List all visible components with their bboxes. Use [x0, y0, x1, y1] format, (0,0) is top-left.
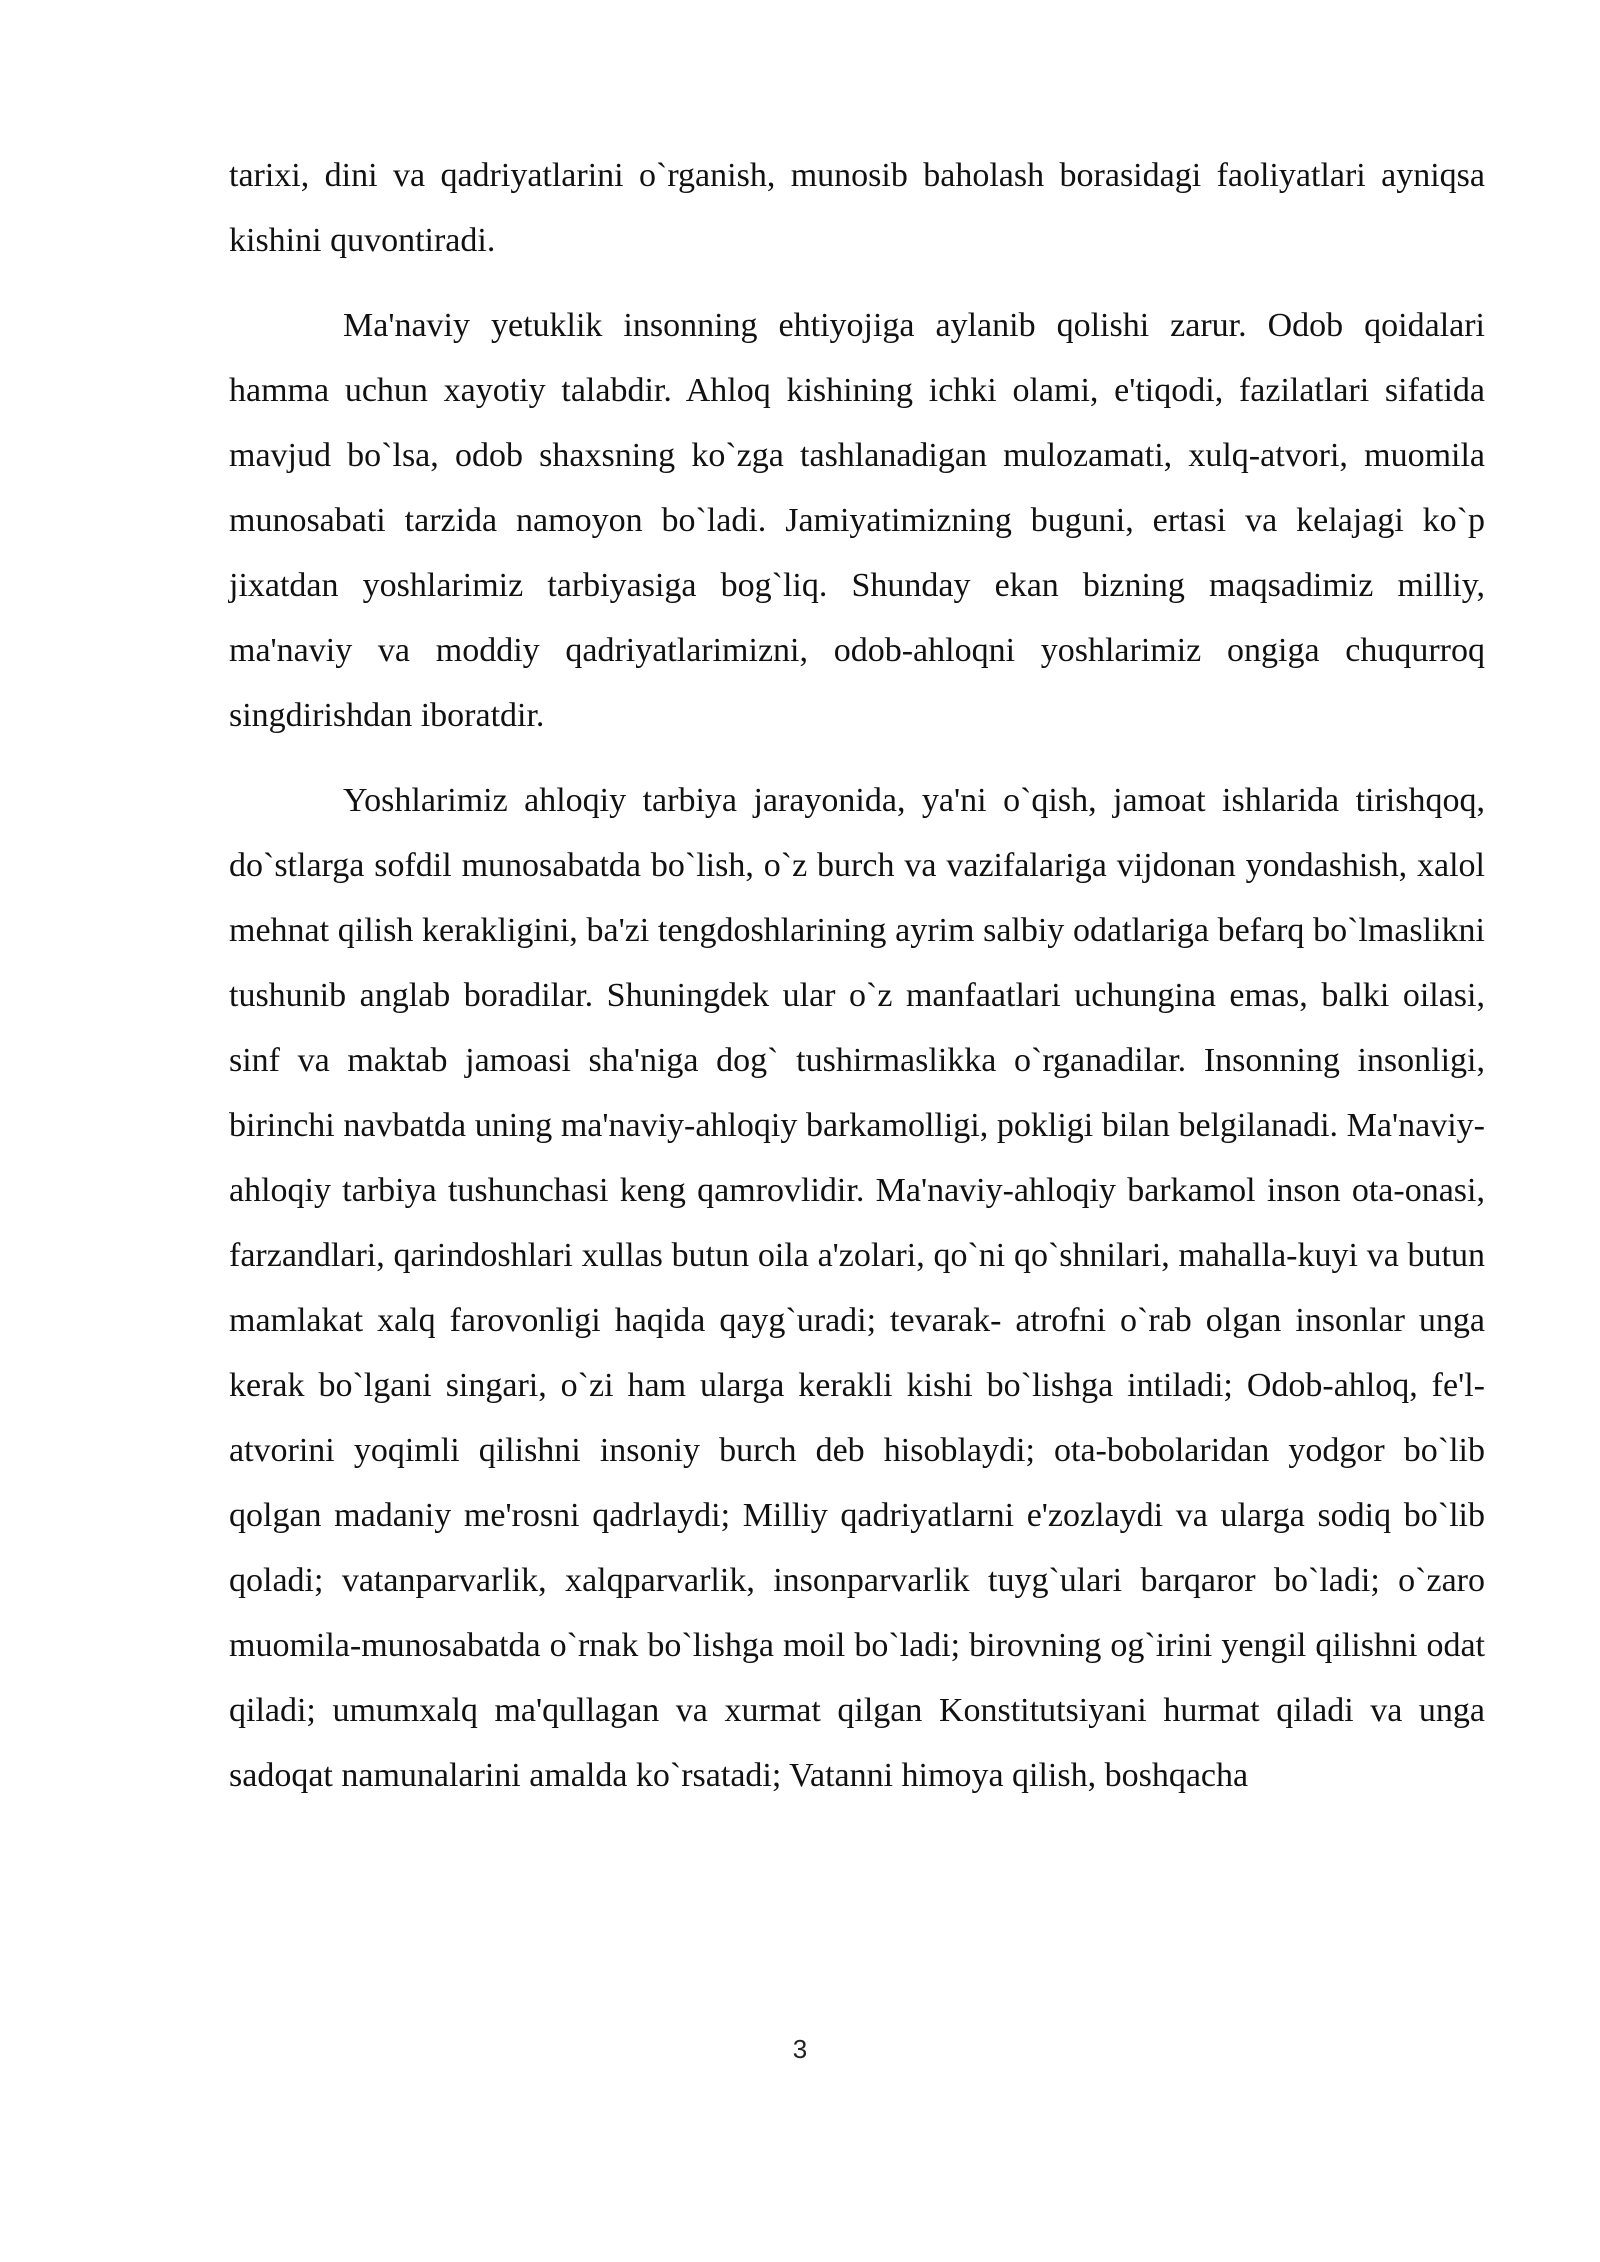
paragraph-spiritual-maturity: Ma'naviy yetuklik insonning ehtiyojiga aylanib qolishi zarur. Odob qoidalari hamma uchun xayotiy talabdir. Ahloq kishining ichki olami, e'tiqodi, fazilatlari sifatida mavjud bo`lsa, odob shaxsning ko`zga tashlanadigan mulozamati, xulq-atvori, muomila munosabati tarzida namoyon bo`ladi. Jamiyatimizning buguni, ertasi va kelajagi ko`p jixatdan yoshlarimiz tarbiyasiga bog`liq. Shunday ekan bizning maqsadimiz milliy, ma'naviy va moddiy qadriyatlarimizni, odob-ahloqni yoshlarimiz ongiga chuqurroq singdirishdan iboratdir. [229, 307, 1485, 734]
page-number: 3 [792, 2034, 808, 2064]
paragraph-moral-education: Yoshlarimiz ahloqiy tarbiya jarayonida, ya'ni o`qish, jamoat ishlarida tirishqoq, do`stlarga sofdil munosabatda bo`lish, o`z burch va vazifalariga vijdonan yondashish, xalol mehnat qilish kerakligini, ba'zi tengdoshlarining ayrim salbiy odatlariga befarq bo`lmaslikni tushunib anglab boradilar. Shuningdek ular o`z manfaatlari uchungina emas, balki oilasi, sinf va maktab jamoasi sha'niga dog` tushirmaslikka o`rganadilar. Insonning insonligi, birinchi navbatda uning ma'naviy-ahloqiy barkamolligi, pokligi bilan belgilanadi. Ma'naviy-ahloqiy tarbiya tushunchasi keng qamrovlidir. Ma'naviy-ahloqiy barkamol inson ota-onasi, farzandlari, qarindoshlari xullas butun oila a'zolari, qo`ni qo`shnilari, mahalla-kuyi va butun mamlakat xalq farovonligi haqida qayg`uradi; tevarak- atrofni o`rab olgan insonlar unga kerak bo`lgani singari, o`zi ham ularga kerakli kishi bo`lishga intiladi; Odob-ahloq, fe'l-atvorini yoqimli qilishni insoniy burch deb hisoblaydi; ota-bobolaridan yodgor bo`lib qolgan madaniy me'rosni qadrlaydi; Milliy qadriyatlarni e'zozlaydi va ularga sodiq bo`lib qoladi; vatanparvarlik, xalqparvarlik, insonparvarlik tuyg`ulari barqaror bo`ladi; o`zaro muomila-munosabatda o`rnak bo`lishga moil bo`ladi; birovning og`irini yengil qilishni odat qiladi; umumxalq ma'qullagan va xurmat qilgan Konstitutsiyani hurmat qiladi va unga sadoqat namunalarini amalda ko`rsatadi; Vatanni himoya qilish, boshqacha [229, 782, 1485, 1794]
body-text [229, 143, 1485, 1808]
paragraph-continued: tarixi, dini va qadriyatlarini o`rganish, munosib baholash borasidagi faoliyatlari ayniqsa kishini quvontiradi. [229, 157, 1485, 259]
